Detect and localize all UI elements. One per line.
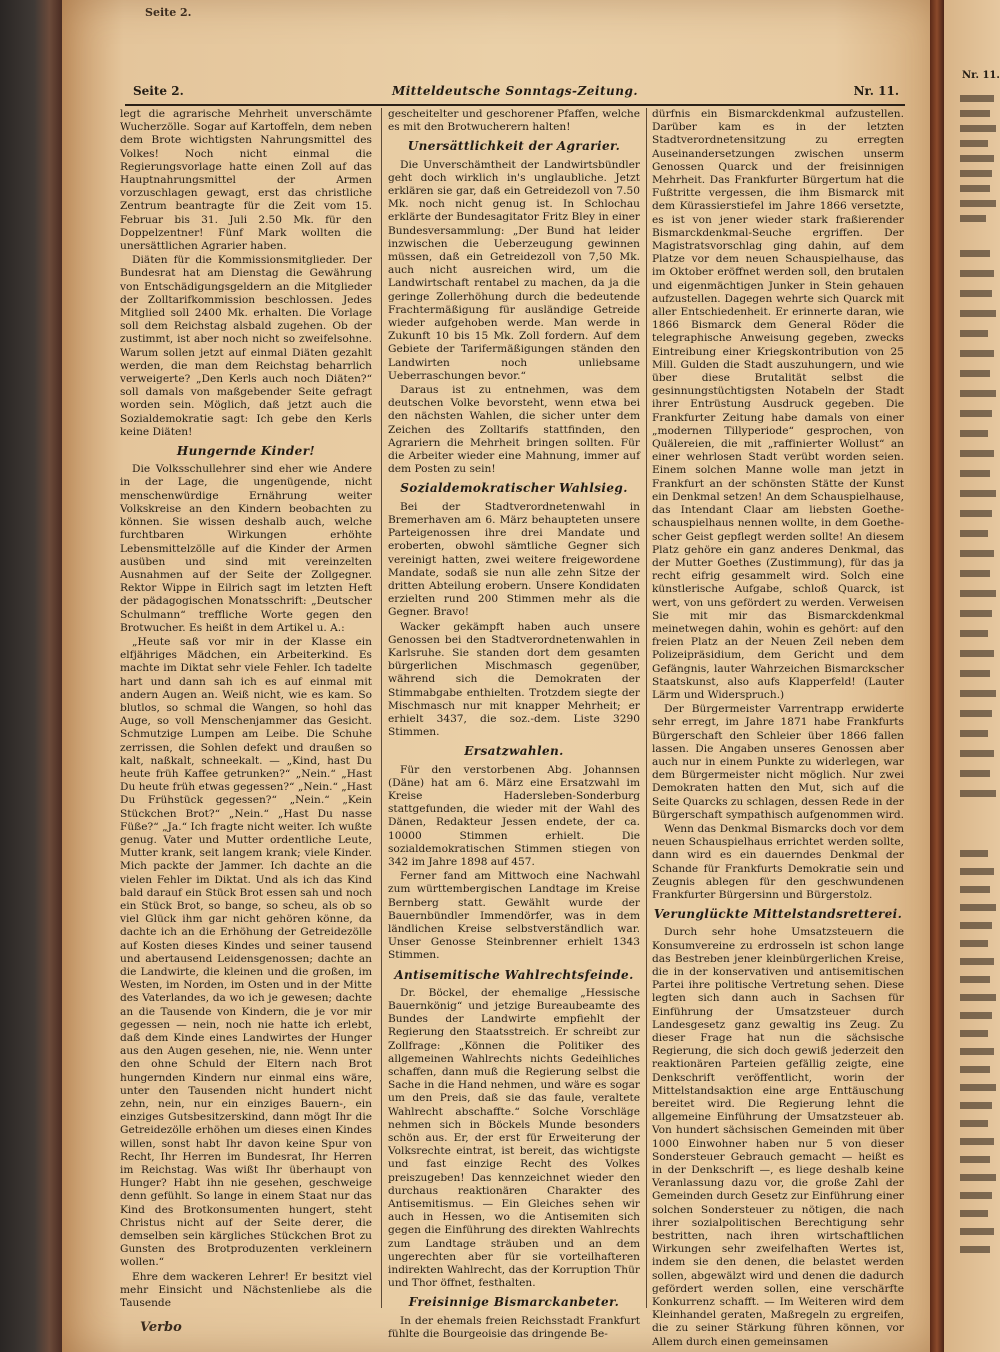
paragraph: gescheitelter und geschorener Pfaffen, welche es mit den Brotwucherern halten! bbox=[388, 108, 640, 134]
paragraph: Dr. Böckel, der ehemalige „Hessische Bauernkönig“ und jetzige Bureaubeamte des Bundes der Landwirte empfiehlt der Regierung den Staatsstreich. Er schreibt zur Zollfrage: „Können die Politiker des allgemeinen Wahlrechts nichts Gedeihliches schaffen, dann muß die Regierung selbst die Sache in die Hand nehmen, und wäre es sogar um den Preis, daß sie das faule, veraltete Wahlrecht abschaffte.“ Solche Vorschläge nehmen sich in Böckels Munde besonders schön aus. Er, der erst für Erweiterung der Volksrechte eintrat, ist bereit, das wichtigste und fast einzige Recht des Volkes preiszugeben! Das kennzeichnet wieder den durchaus reaktionären Charakter des Antisemitismus. — Ein Gleiches sehen wir auch in Hessen, wo die Antisemiten sich gegen die Einführung des direkten Wahlrechts zum Landtage sträuben und an dem ungerechten aber für sie vorteilhafteren indirekten Wahlrecht, das der Korruption Thür und Thor öffnet, festhalten. bbox=[388, 986, 640, 1290]
paragraph: Ferner fand am Mittwoch eine Nachwahl zum württembergischen Landtage im Kreise Bernberg statt. Gewählt wurde der Bauernbündler Immendörfer, was in dem ländlichen Kreise selbstverständlich war. Unser Genosse Steinbrenner erhielt 1343 Stimmen. bbox=[388, 870, 640, 962]
paragraph: Der Bürgermeister Varrentrapp erwiderte sehr erregt, im Jahre 1871 habe Frankfurts Bürgerschaft den Schleier über 1866 fallen lassen. Die Angaben unseres Genossen aber auch nur in einem Punkte zu widerlegen, war dem Bürgermeister nicht möglich. Nur zwei Demokraten hatten den Mut, sich auf die Seite Quarcks zu schlagen, dessen Rede in der Bürgerschaft sympathisch aufgenommen wird. bbox=[652, 703, 904, 821]
article-heading: Sozialdemokratischer Wahlsieg. bbox=[400, 481, 628, 496]
paragraph: Für den verstorbenen Abg. Johannsen (Däne) hat am 6. März eine Ersatzwahl im Kreise Hadersleben-Sonderburg stattgefunden, die wieder mit der Wahl des Dänen, Redakteur Jessen endete, der ca. 10000 Stimmen erhielt. Die sozialdemokratischen Stimmen stiegen von 342 im Jahre 1898 auf 457. bbox=[388, 763, 640, 868]
newspaper-header bbox=[125, 82, 905, 106]
column-1 bbox=[120, 108, 372, 1313]
article-heading: Antisemitische Wahlrechtsfeinde. bbox=[394, 967, 634, 982]
paragraph: Wacker gekämpft haben auch unsere Genossen bei den Stadtverordnetenwahlen in Karlsruhe. Sie standen dort dem gesamten bürgerlichen Mischmasch gegenüber, während sich die Demokraten der Stimmabgabe enthielten. Trotzdem siegte der Mischmasch nur mit knapper Mehrheit; er erhielt 3437, die soz.-dem. Liste 3290 Stimmen. bbox=[388, 620, 640, 739]
paragraph: Die Unverschämtheit der Landwirtsbündler geht doch wirklich in's unglaubliche. Jetzt erklären sie gar, daß ein Getreidezoll von 7.50 Mk. noch nicht genug ist. In Schlochau erklärte der Bundesagitator Fritz Bley in einer Bundesversammlung: „Der Bund hat leider inzwischen die Ueberzeugung gewinnen müssen, daß ein Getreidezoll von 7,50 Mk. auch nicht ausreichen wird, um die Landwirtschaft rentabel zu machen, da ja die geringe Zollerhöhung durch die bedeutende Frachtermäßigung für ausländige Getreide wieder aufgehoben werde. Man werde in Zukunft 10 bis 15 Mk. Zoll fordern. Auf dem Gebiete der Tarifermäßigungen ständen den Landwirten noch unliebsame Ueberraschungen bevor.“ bbox=[388, 158, 640, 382]
book-cover-left bbox=[0, 0, 62, 1352]
column-2 bbox=[388, 108, 640, 1340]
paragraph: Ehre dem wackeren Lehrer! Er besitzt viel mehr Einsicht und Nächstenliebe als die Tausende bbox=[120, 1270, 372, 1310]
paragraph: Durch sehr hohe Umsatzsteuern die Konsumvereine zu erdrosseln ist schon lange das Bestreben jener kleinbürgerlichen Kreise, die in der konservativen und antisemitischen Partei ihre politische Vertretung sehen. Diese legten sich dann auch in Sachsen für Einführung der Umsatzsteuer durch Landesgesetz ganz gewaltig ins Zeug. Zu dieser Frage hat nun die sächsische Regierung, die sich doch gewiß jederzeit den reaktionären Parteien gefällig zeigte, eine Denkschrift veröffentlicht, worin der Mittelstandsaktion eine arge Enttäuschung bereitet wird. Die Regierung lehnt die allgemeine Einführung der Umsatzsteuer ab. Von hundert sächsischen Gemeinden mit über 1000 Einwohner haben nur 5 von dieser Sondersteuer Gebrauch gemacht — heißt es in der Denkschrift —, es liege deshalb keine Veranlassung dazu vor, die große Zahl der Gemeinden durch Gesetz zur Einführung einer solchen Sondersteuer zu nötigen, die nach ihrer sozialpolitischen Berechtigung sehr bestritten, nach ihren wirtschaftlichen Wirkungen sehr zweifelhaften Wertes ist, indem sie den denen, die belastet werden sollen, abgewälzt wird und denen die dadurch gefördert werden sollen, eine verschärfte Konkurrenz schafft. — Im Weiteren wird dem Kleinhandel geraten, Maßregeln zu ergreifen, die zu seiner Stärkung führen können, vor Allem durch einen gemeinsamen bbox=[652, 926, 904, 1348]
article-heading: Unersättlichkeit der Agrarier. bbox=[407, 139, 621, 154]
paragraph: Daraus ist zu entnehmen, was dem deutschen Volke bevorsteht, wenn etwa bei den nächsten Wahlen, die sicher unter dem Zeichen des Zolltarifs stattfinden, den Agrariern die Mehrheit bringen sollten. Für die Arbeiter wieder eine Mahnung, immer auf dem Posten zu sein! bbox=[388, 384, 640, 476]
paragraph: Diäten für die Kommissionsmitglieder. Der Bundesrat hat am Dienstag die Gewährung von Entschädigungsgeldern an die Mitglieder der Zolltarifkommission beschlossen. Jedes Mitglied soll 2400 Mk. erhalten. Die Vorlage soll dem Reichstag alsbald zugehen. Ob der zustimmt, ist aber noch nicht so zweifelsohne. Warum sollen jetzt auf einmal Diäten gezahlt werden, die man dem Reichstag beharrlich verweigerte? „Den Kerls auch noch Diäten?“ soll damals von maßgebender Seite gefragt worden sein. Möglich, daß jetzt auch die Sozialdemokratie sagt: Ich gebe den Kerls keine Diäten! bbox=[120, 254, 372, 438]
paragraph: Wenn das Denkmal Bismarcks doch vor dem neuen Schauspielhaus errichtet werden sollte, dann wird es ein dauerndes Denkmal der Schande für Frankfurts Demokratie sein und Zeugnis ablegen für den geschwundenen Frankfurter Bürgersinn und Bürgerstolz. bbox=[652, 822, 904, 901]
paragraph: dürfnis ein Bismarckdenkmal aufzustellen. Darüber kam es in der letzten Stadtverordnetensitzung zu erregten Auseinandersetzungen zwischen unserm Genossen Quarck und der freisinnigen Mehrheit. Das Frankfurter Bürgertum hat die Fußtritte vergessen, die ihm Bismarck mit dem Kürassierstiefel im Jahre 1866 versetzte, es ist von jener wieder stark fraßierender Bismarckdenkmal-Seuche ergriffen. Der Magistratsvorschlag ging dahin, auf dem Platze vor dem neuen Schauspielhause, das im Oktober eröffnet werden soll, den brutalen und eigenmächtigen Junker in Stein gehauen aufzustellen. Dagegen wehrte sich Quarck mit aller Entschiedenheit. Er erinnerte daran, wie 1866 Bismarck dem General Röder die telegraphische Anweisung gegeben, zwecks Eintreibung einer Kriegskontribution von 25 Mill. Gulden die Stadt auszuhungern, und wie über diese Brutalität selbst die gesinnungstüchtigsten Notabeln der Stadt ihrer Entrüstung Ausdruck gegeben. Die Frankfurter Zeitung habe damals von einer „modernen Tillyperiode“ gesprochen, von Quälereien, die mit „raffinierter Wollust“ an einer wehrlosen Stadt verübt worden seien. Einem solchen Manne wolle man jetzt in Frankfurt an der schönsten Stätte der Kunst ein Denkmal setzen! An dem Schauspielhause, das Intendant Claar am liebsten Goetheschauspielhaus nennen wollte, in dem Goethescher Geist gepflegt werden sollte! An diesem Platz gehöre ein ganz anderes Denkmal, das der Mutter Goethes (Zustimmung), für das ja recht eifrig gesammelt wird. Solch eine künstlerische Aufgabe, schloß Quarck, ist wert, von uns gefördert zu werden. Verweisen Sie mit mir das Bismarckdenkmal meinetwegen dahin, wohin es gehört: auf den freien Platz an der Neuen Zeil neben dem Polizeipräsidium, dem Gericht und dem Gefängnis, lauter Wahrzeichen Bismarckscher Staatskunst, also aufs Klapperfeld! (Lauter Lärm und Widerspruch.) bbox=[652, 108, 904, 701]
page-footer-word: Verbo bbox=[140, 1320, 182, 1335]
paragraph: legt die agrarische Mehrheit unverschämte Wucherzölle. Sogar auf Kartoffeln, dem neben dem Brote wichtigsten Nahrungsmittel des Volkes! Noch nicht einmal die Regierungsvorlage hatte einen Zoll auf das Hauptnahrungsmittel der Armen vorzuschlagen gewagt, erst das christliche Zentrum beantragte für die Zeit vom 15. Februar bis 31. Juli 2.50 Mk. für den Doppelzentner! Fünf Mark wollten die unersättlichen Agrarier haben. bbox=[120, 108, 372, 253]
adjacent-page bbox=[944, 0, 1000, 1352]
newspaper-title: Mitteldeutsche Sonntags-Zeitung. bbox=[391, 84, 639, 98]
article-heading: Ersatzwahlen. bbox=[464, 744, 564, 759]
article-heading: Freisinnige Bismarckanbeter. bbox=[408, 1295, 620, 1310]
paragraph: „Heute saß vor mir in der Klasse ein elfjähriges Mädchen, ein Arbeiterkind. Es machte im Diktat sehr viele Fehler. Ich tadelte hart und dann sah ich es auf einmal mit andern Augen an. Weiß nicht, wie es kam. So blutlos, so schmal die Wangen, so hohl das Auge, so voll Menschenjammer das Gesicht. Schmutzige Lumpen am Leibe. Die Schuhe zerrissen, die Sohlen defekt und draußen so kalt, naßkalt, schneekalt. — „Kind, hast Du heute früh Kaffee getrunken?“ „Nein.“ „Hast Du heute früh etwas gegessen?“ „Nein.“ „Hast Du Frühstück gegessen?“ „Nein.“ „Kein Stückchen Brot?“ „Nein.“ „Hast Du nasse Füße?“ „Ja.“ Ich fragte nicht weiter. Ich wußte genug. Vater und Mutter ordentliche Leute, Mutter krank, seit langem krank; viele Kinder. Mich packte der Jammer. Ich dachte an die vielen Fehler im Diktat. Und als ich das Kind bald darauf ein Stück Brot essen sah und noch ein Stück Brot, so bange, so scheu, als ob so viel Glück ihm gar nicht gehören könne, da dachte ich an die Erhöhung der Getreidezölle auf Kosten dieses Kindes und seiner tausend und abertausend Leidensgenossen; dachte an die Landwirte, die kleinen und die großen, im Westen, im Norden, im Osten und in der Mitte des Vaterlandes, da wo ich je gewesen; dachte an die Tausende von Kindern, die je vor mir gegessen — nein, noch nie hatte ich erlebt, daß dem Kinde eines Landwirtes der Hunger aus den Augen gesehen, nie, nie. Wenn unter den ohne Schuld der Eltern nach Brot hungernden Kindern nur einmal eins wäre, unter den Tausenden nicht hundert nicht zehn, nein, nur ein einziges Bauern-, ein einziges Gutsbesitzerskind, dann mögt Ihr die Getreidezölle erhöhen um dieses einen Kindes willen, sonst habt Ihr davon keine Spur von Recht, Ihr Herren im Bundesrat, Ihr Herren im Reichstag. Was wißt Ihr überhaupt von Hunger? Habt ihn nie gesehen, geschweige denn gefühlt. So lange in einem Staat nur das Kind des Brotkonsumenten hungert, steht Christus nicht auf der Seite derer, die demselben sein kärgliches Stückchen Brot zu Gunsten des Brotproduzenten verkleinern wollen.“ bbox=[120, 635, 372, 1269]
column-3 bbox=[652, 108, 904, 1348]
paragraph: Bei der Stadtverordnetenwahl in Bremerhaven am 6. März behaupteten unsere Parteigenossen ihre drei Mandate und eroberten, obwohl sämtliche Gegner sich vereinigt hatten, zwei weitere freigewordene Mandate, sodaß sie nun alle zehn Sitze der dritten Abteilung erobern. Unsere Kondidaten erzielten rund 200 Stimmen mehr als die Gegner. Bravo! bbox=[388, 500, 640, 619]
issue-number: Nr. 11. bbox=[853, 84, 899, 98]
header-page-number: Seite 2. bbox=[133, 84, 184, 98]
paragraph: In der ehemals freien Reichsstadt Frankfurt fühlte die Bourgeoisie das dringende Be- bbox=[388, 1314, 640, 1340]
article-heading: Hungernde Kinder! bbox=[176, 444, 316, 459]
book-spine bbox=[930, 0, 944, 1352]
column-rule bbox=[646, 108, 647, 1308]
paragraph: Die Volksschullehrer sind eher wie Andere in der Lage, die ungenügende, nicht menschenwürdige Ernährung weiter Volkskreise an den Kindern beobachten zu können. Sie wissen deshalb auch, welche furchtbaren Wirkungen erhöhte Lebensmittelzölle auf die Kinder der Armen ausüben und sind mit vereinzelten Ausnahmen auf der Seite der Zollgegner. Rektor Wippe in Eilrich sagt im letzten Heft der pädagogischen Monatsschrift: „Deutscher Schulmann“ treffliche Worte gegen den Brotwucher. Es heißt in dem Artikel u. A.: bbox=[120, 463, 372, 634]
adjacent-page-header: Nr. 11. bbox=[962, 70, 1000, 81]
article-heading: Verunglückte Mittelstandsretterei. bbox=[653, 907, 903, 922]
corner-page-label: Seite 2. bbox=[145, 6, 192, 19]
column-rule bbox=[381, 108, 382, 1308]
